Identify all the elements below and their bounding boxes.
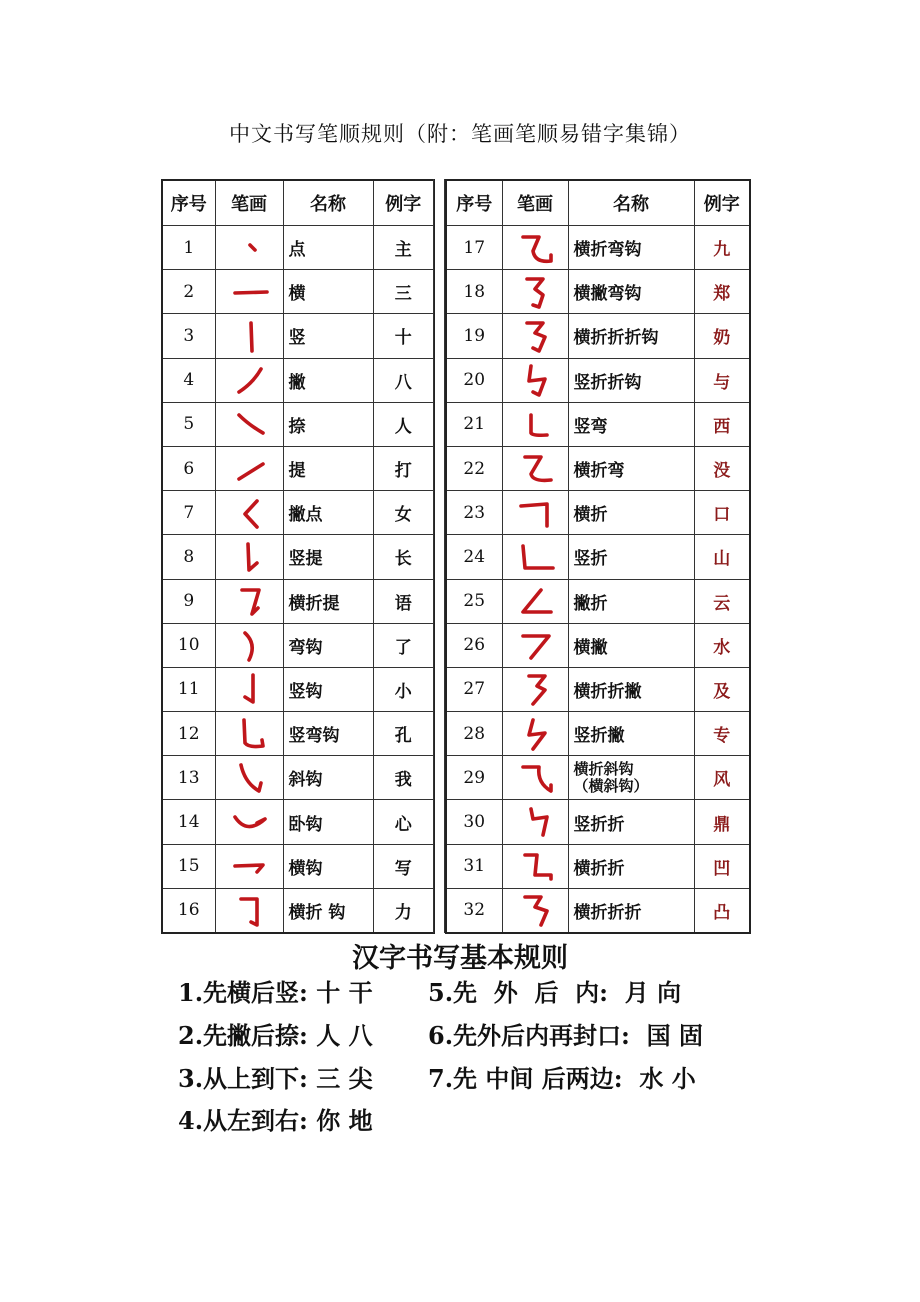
stroke-glyph-cell — [215, 270, 283, 314]
rule-6: 6.先外后内再封口: 国 固 — [428, 1021, 703, 1050]
table-row — [162, 844, 434, 888]
example-character: 三 — [373, 270, 434, 314]
example-character: 人 — [373, 402, 434, 446]
table-row — [162, 888, 434, 933]
example-character: 西 — [694, 402, 750, 446]
header-example: 例字 — [694, 180, 750, 226]
table-row — [446, 314, 750, 358]
stroke-name: 横折 — [568, 491, 694, 535]
stroke-glyph-cell — [215, 623, 283, 667]
stroke-name: 斜钩 — [283, 756, 373, 800]
table-row — [446, 623, 750, 667]
example-character: 了 — [373, 623, 434, 667]
stroke-name: 竖折折钩 — [568, 358, 694, 402]
stroke-number: 2 — [162, 270, 215, 314]
rule-3: 3.从上到下: 三 尖 — [178, 1064, 373, 1093]
shuwan-stroke-icon — [507, 403, 563, 445]
table-row — [446, 402, 750, 446]
header-no: 序号 — [446, 180, 502, 226]
table-row — [446, 579, 750, 623]
stroke-name-line: 横折斜钩 — [573, 759, 634, 778]
header-row — [446, 180, 750, 226]
stroke-name: 横撇 — [568, 623, 694, 667]
stroke-glyph-cell — [215, 667, 283, 711]
example-character: 云 — [694, 579, 750, 623]
wogou-stroke-icon — [221, 801, 277, 843]
stroke-table-left — [161, 179, 435, 934]
stroke-number: 4 — [162, 358, 215, 402]
stroke-glyph-cell — [215, 712, 283, 756]
stroke-glyph-cell — [215, 402, 283, 446]
rule-7: 7.先 中间 后两边: 水 小 — [428, 1064, 696, 1093]
example-character: 主 — [373, 226, 434, 270]
stroke-number: 20 — [446, 358, 502, 402]
hengzhezhezhegou-stroke-icon — [507, 315, 563, 357]
stroke-number: 8 — [162, 535, 215, 579]
example-character: 凹 — [694, 844, 750, 888]
table-row — [162, 712, 434, 756]
stroke-name: 横折弯钩 — [568, 226, 694, 270]
table-row — [162, 402, 434, 446]
stroke-name: 横撇弯钩 — [568, 270, 694, 314]
hengpiewangou-stroke-icon — [507, 271, 563, 313]
stroke-name: 竖弯钩 — [283, 712, 373, 756]
shuti-stroke-icon — [221, 536, 277, 578]
hengzhe-stroke-icon — [507, 492, 563, 534]
stroke-number: 7 — [162, 491, 215, 535]
hengzheti-stroke-icon — [221, 580, 277, 622]
stroke-glyph-cell — [502, 402, 568, 446]
hengzhegou-stroke-icon — [221, 889, 277, 931]
shugou-stroke-icon — [221, 668, 277, 710]
stroke-name: 竖折折 — [568, 800, 694, 844]
stroke-name: 点 — [283, 226, 373, 270]
stroke-number: 1 — [162, 226, 215, 270]
table-row — [446, 226, 750, 270]
table-row — [446, 491, 750, 535]
stroke-name: 竖 — [283, 314, 373, 358]
example-character: 口 — [694, 491, 750, 535]
stroke-number: 9 — [162, 579, 215, 623]
table-row — [162, 535, 434, 579]
piedian-stroke-icon — [221, 492, 277, 534]
stroke-name: 竖钩 — [283, 667, 373, 711]
stroke-name: 捺 — [283, 402, 373, 446]
example-character: 山 — [694, 535, 750, 579]
example-character: 孔 — [373, 712, 434, 756]
example-character: 凸 — [694, 888, 750, 933]
stroke-number: 12 — [162, 712, 215, 756]
header-name: 名称 — [568, 180, 694, 226]
stroke-glyph-cell — [215, 535, 283, 579]
header-name: 名称 — [283, 180, 373, 226]
stroke-name: 竖弯 — [568, 402, 694, 446]
stroke-number: 10 — [162, 623, 215, 667]
stroke-number: 23 — [446, 491, 502, 535]
heng-stroke-icon — [221, 271, 277, 313]
stroke-glyph-cell — [215, 800, 283, 844]
hengzhewangou-stroke-icon — [507, 227, 563, 269]
shuzhezhe-stroke-icon — [507, 801, 563, 843]
example-character: 女 — [373, 491, 434, 535]
hengzhezhepie-stroke-icon — [507, 668, 563, 710]
rule-1: 1.先横后竖: 十 干 — [178, 978, 373, 1007]
header-stroke: 笔画 — [502, 180, 568, 226]
table-row — [446, 800, 750, 844]
hengpie-stroke-icon — [507, 624, 563, 666]
table-row — [162, 270, 434, 314]
hengzhezhe-stroke-icon — [507, 845, 563, 887]
stroke-glyph-cell — [502, 844, 568, 888]
stroke-glyph-cell — [502, 535, 568, 579]
rule-5: 5.先 外 后 内: 月 向 — [428, 978, 682, 1007]
stroke-number: 15 — [162, 844, 215, 888]
xiegou-stroke-icon — [221, 757, 277, 799]
example-character: 奶 — [694, 314, 750, 358]
stroke-number: 5 — [162, 402, 215, 446]
table-row — [162, 491, 434, 535]
example-character: 鼎 — [694, 800, 750, 844]
rule-4: 4.从左到右: 你 地 — [178, 1106, 373, 1135]
stroke-glyph-cell — [215, 579, 283, 623]
stroke-name: 提 — [283, 446, 373, 490]
stroke-name: 横折折撇 — [568, 667, 694, 711]
piezhe-stroke-icon — [507, 580, 563, 622]
stroke-name: 弯钩 — [283, 623, 373, 667]
stroke-table-area — [161, 179, 749, 933]
example-character: 专 — [694, 712, 750, 756]
table-row — [446, 888, 750, 933]
table-row — [446, 358, 750, 402]
stroke-number: 14 — [162, 800, 215, 844]
stroke-name: 竖提 — [283, 535, 373, 579]
stroke-glyph-cell — [215, 314, 283, 358]
hengzhewan-stroke-icon — [507, 448, 563, 490]
stroke-number: 29 — [446, 756, 502, 800]
stroke-glyph-cell — [502, 226, 568, 270]
stroke-glyph-cell — [215, 226, 283, 270]
stroke-name: 横折折 — [568, 844, 694, 888]
stroke-name: 撇 — [283, 358, 373, 402]
shuzhe-stroke-icon — [507, 536, 563, 578]
stroke-number: 30 — [446, 800, 502, 844]
table-row — [162, 226, 434, 270]
stroke-number: 17 — [446, 226, 502, 270]
stroke-number: 16 — [162, 888, 215, 933]
table-row — [162, 446, 434, 490]
ti-stroke-icon — [221, 448, 277, 490]
example-character: 我 — [373, 756, 434, 800]
stroke-glyph-cell — [502, 270, 568, 314]
stroke-glyph-cell — [502, 888, 568, 933]
stroke-number: 18 — [446, 270, 502, 314]
example-character: 心 — [373, 800, 434, 844]
stroke-glyph-cell — [215, 888, 283, 933]
dian-stroke-icon — [221, 227, 277, 269]
example-character: 语 — [373, 579, 434, 623]
stroke-glyph-cell — [502, 623, 568, 667]
stroke-number: 19 — [446, 314, 502, 358]
hengzhexiegou-stroke-icon — [507, 757, 563, 799]
wangou-stroke-icon — [221, 624, 277, 666]
example-character: 九 — [694, 226, 750, 270]
stroke-glyph-cell — [215, 446, 283, 490]
stroke-glyph-cell — [215, 491, 283, 535]
example-character: 郑 — [694, 270, 750, 314]
stroke-glyph-cell — [502, 579, 568, 623]
table-row — [446, 667, 750, 711]
stroke-name: 撇折 — [568, 579, 694, 623]
example-character: 水 — [694, 623, 750, 667]
example-character: 及 — [694, 667, 750, 711]
stroke-name: 横折折折 — [568, 888, 694, 933]
shu-stroke-icon — [221, 315, 277, 357]
rule-2: 2.先撇后捺: 人 八 — [178, 1021, 373, 1050]
stroke-name: 竖折 — [568, 535, 694, 579]
table-row — [446, 712, 750, 756]
stroke-name: 卧钩 — [283, 800, 373, 844]
stroke-number: 32 — [446, 888, 502, 933]
example-character: 长 — [373, 535, 434, 579]
example-character: 八 — [373, 358, 434, 402]
header-no: 序号 — [162, 180, 215, 226]
stroke-glyph-cell — [215, 844, 283, 888]
example-character: 写 — [373, 844, 434, 888]
pie-stroke-icon — [221, 359, 277, 401]
stroke-name: 横折折折钩 — [568, 314, 694, 358]
stroke-number: 6 — [162, 446, 215, 490]
stroke-number: 25 — [446, 579, 502, 623]
header-stroke: 笔画 — [215, 180, 283, 226]
stroke-glyph-cell — [502, 358, 568, 402]
stroke-number: 21 — [446, 402, 502, 446]
stroke-number: 27 — [446, 667, 502, 711]
table-row — [446, 844, 750, 888]
table-row — [162, 358, 434, 402]
shuzhezhegou-stroke-icon — [507, 359, 563, 401]
stroke-table-right — [445, 179, 751, 934]
table-row — [162, 314, 434, 358]
example-character: 没 — [694, 446, 750, 490]
stroke-number: 28 — [446, 712, 502, 756]
stroke-glyph-cell — [502, 446, 568, 490]
table-row — [162, 800, 434, 844]
stroke-number: 26 — [446, 623, 502, 667]
table-row — [446, 756, 750, 800]
shuzhepie-stroke-icon — [507, 713, 563, 755]
table-row — [446, 270, 750, 314]
stroke-name: 横 — [283, 270, 373, 314]
stroke-name: 撇点 — [283, 491, 373, 535]
na-stroke-icon — [221, 403, 277, 445]
stroke-glyph-cell — [502, 491, 568, 535]
stroke-name: 横折提 — [283, 579, 373, 623]
stroke-glyph-cell — [502, 712, 568, 756]
stroke-name: 横钩 — [283, 844, 373, 888]
stroke-glyph-cell — [502, 756, 568, 800]
shuwangou-stroke-icon — [221, 713, 277, 755]
stroke-number: 13 — [162, 756, 215, 800]
stroke-number: 24 — [446, 535, 502, 579]
example-character: 风 — [694, 756, 750, 800]
example-character: 与 — [694, 358, 750, 402]
stroke-glyph-cell — [215, 756, 283, 800]
stroke-name — [568, 756, 694, 800]
table-row — [446, 535, 750, 579]
stroke-glyph-cell — [502, 314, 568, 358]
rules-title: 汉字书写基本规则 — [352, 943, 568, 974]
table-row — [162, 579, 434, 623]
table-row — [446, 446, 750, 490]
hengzhezhezhe-stroke-icon — [507, 889, 563, 931]
stroke-name: 横折弯 — [568, 446, 694, 490]
example-character: 力 — [373, 888, 434, 933]
document-title: 中文书写笔顺规则（附：笔画笔顺易错字集锦） — [229, 122, 691, 146]
example-character: 打 — [373, 446, 434, 490]
table-row — [162, 623, 434, 667]
stroke-glyph-cell — [502, 800, 568, 844]
header-example: 例字 — [373, 180, 434, 226]
stroke-name: 竖折撇 — [568, 712, 694, 756]
table-row — [162, 667, 434, 711]
stroke-glyph-cell — [502, 667, 568, 711]
stroke-name-alias: （横斜钩） — [573, 776, 649, 795]
stroke-number: 11 — [162, 667, 215, 711]
example-character: 小 — [373, 667, 434, 711]
table-row — [162, 756, 434, 800]
table-divider — [433, 179, 445, 933]
stroke-number: 3 — [162, 314, 215, 358]
header-row — [162, 180, 434, 226]
stroke-glyph-cell — [215, 358, 283, 402]
stroke-number: 22 — [446, 446, 502, 490]
stroke-name: 横折 钩 — [283, 888, 373, 933]
example-character: 十 — [373, 314, 434, 358]
stroke-number: 31 — [446, 844, 502, 888]
henggou-stroke-icon — [221, 845, 277, 887]
